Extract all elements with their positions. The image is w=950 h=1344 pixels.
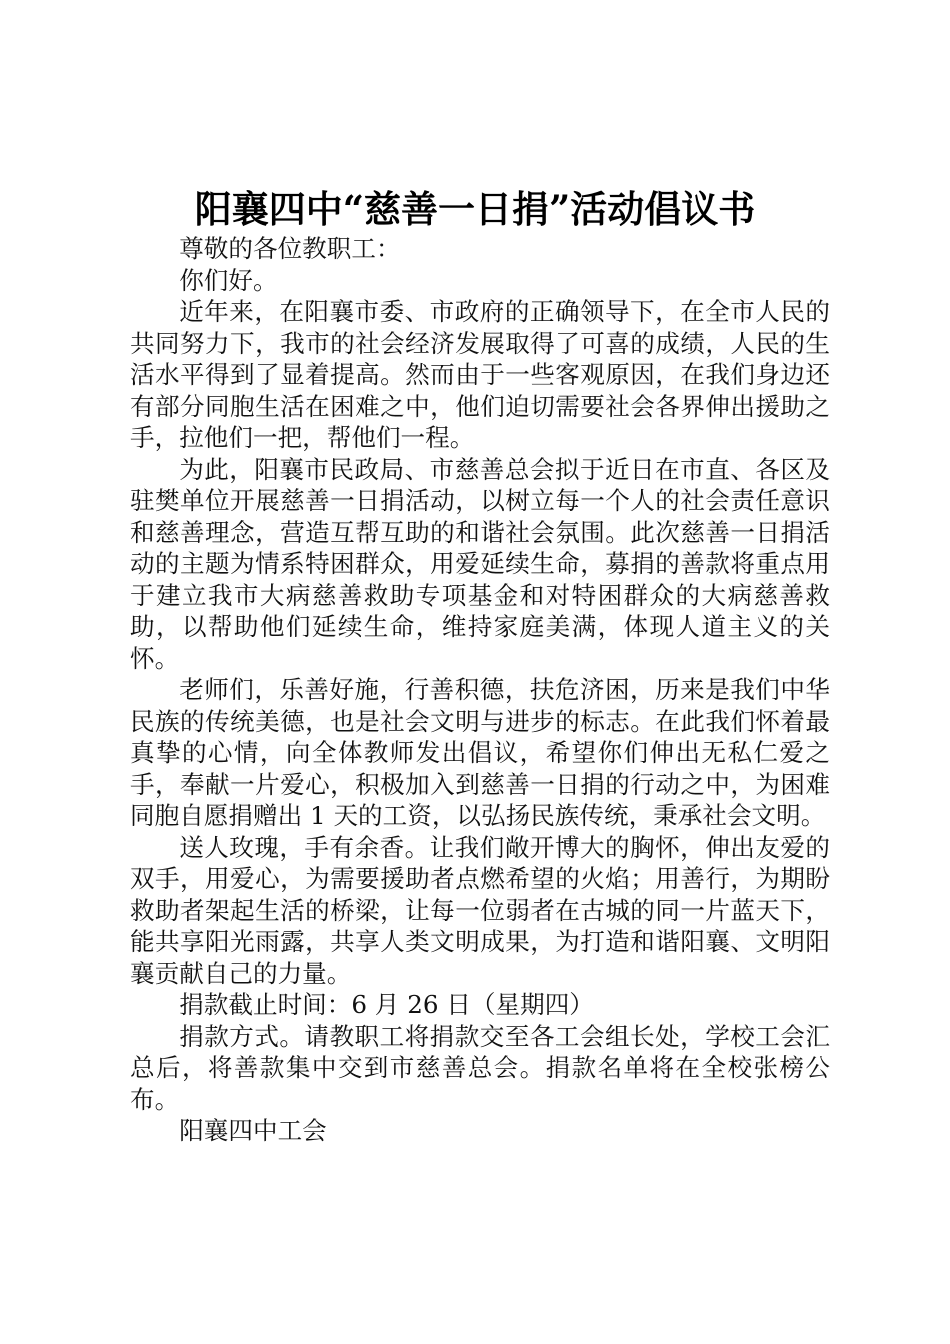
salutation: 尊敬的各位教职工： [179,234,401,263]
donation-deadline: 捐款截止时间：6 月 26 日（星期四） [179,990,594,1019]
greeting: 你们好。 [179,265,278,295]
signature: 阳襄四中工会 [179,1116,327,1145]
body-paragraph-1: 近年来，在阳襄市委、市政府的正确领导下，在全市人民的共同努力下，我市的社会经济发展取得了可喜的成绩，人民的生活水平得到了显着提高。然而由于一些客观原因，在我们身边还有部分同胞生活在困难之中，他们迫切需要社会各界伸出援助之手，拉他们一把，帮他们一程。 [130,297,830,452]
document-title: 阳襄四中“慈善一日捐”活动倡议书 [194,187,756,231]
body-paragraph-3: 老师们，乐善好施，行善积德，扶危济困，历来是我们中华民族的传统美德，也是社会文明与进步的标志。在此我们怀着最真挚的心情，向全体教师发出倡议，希望你们伸出无私仁爱之手，奉献一片爱心，积极加入到慈善一日捐的行动之中，为困难同胞自愿捐赠出 1 天的工资，以弘扬民族传统，秉承社会文明。 [130,675,830,830]
body-paragraph-2: 为此，阳襄市民政局、市慈善总会拟于近日在市直、各区及驻樊单位开展慈善一日捐活动，以树立每一个人的社会责任意识和慈善理念，营造互帮互助的和谐社会氛围。此次慈善一日捐活动的主题为情系特困群众，用爱延续生命，募捐的善款将重点用于建立我市大病慈善救助专项基金和对特困群众的大病慈善救助，以帮助他们延续生命，维持家庭美满，体现人道主义的关怀。 [130,454,830,673]
body-paragraph-4: 送人玫瑰，手有余香。让我们敞开博大的胸怀，伸出友爱的双手，用爱心，为需要援助者点燃希望的火焰；用善行，为期盼救助者架起生活的桥梁，让每一位弱者在古城的同一片蓝天下，能共享阳光雨露，共享人类文明成果，为打造和谐阳襄、文明阳襄贡献自己的力量。 [130,832,830,988]
donation-method: 捐款方式。请教职工将捐款交至各工会组长处，学校工会汇总后，将善款集中交到市慈善总会。捐款名单将在全校张榜公布。 [130,1021,830,1114]
document-body [130,233,830,1147]
